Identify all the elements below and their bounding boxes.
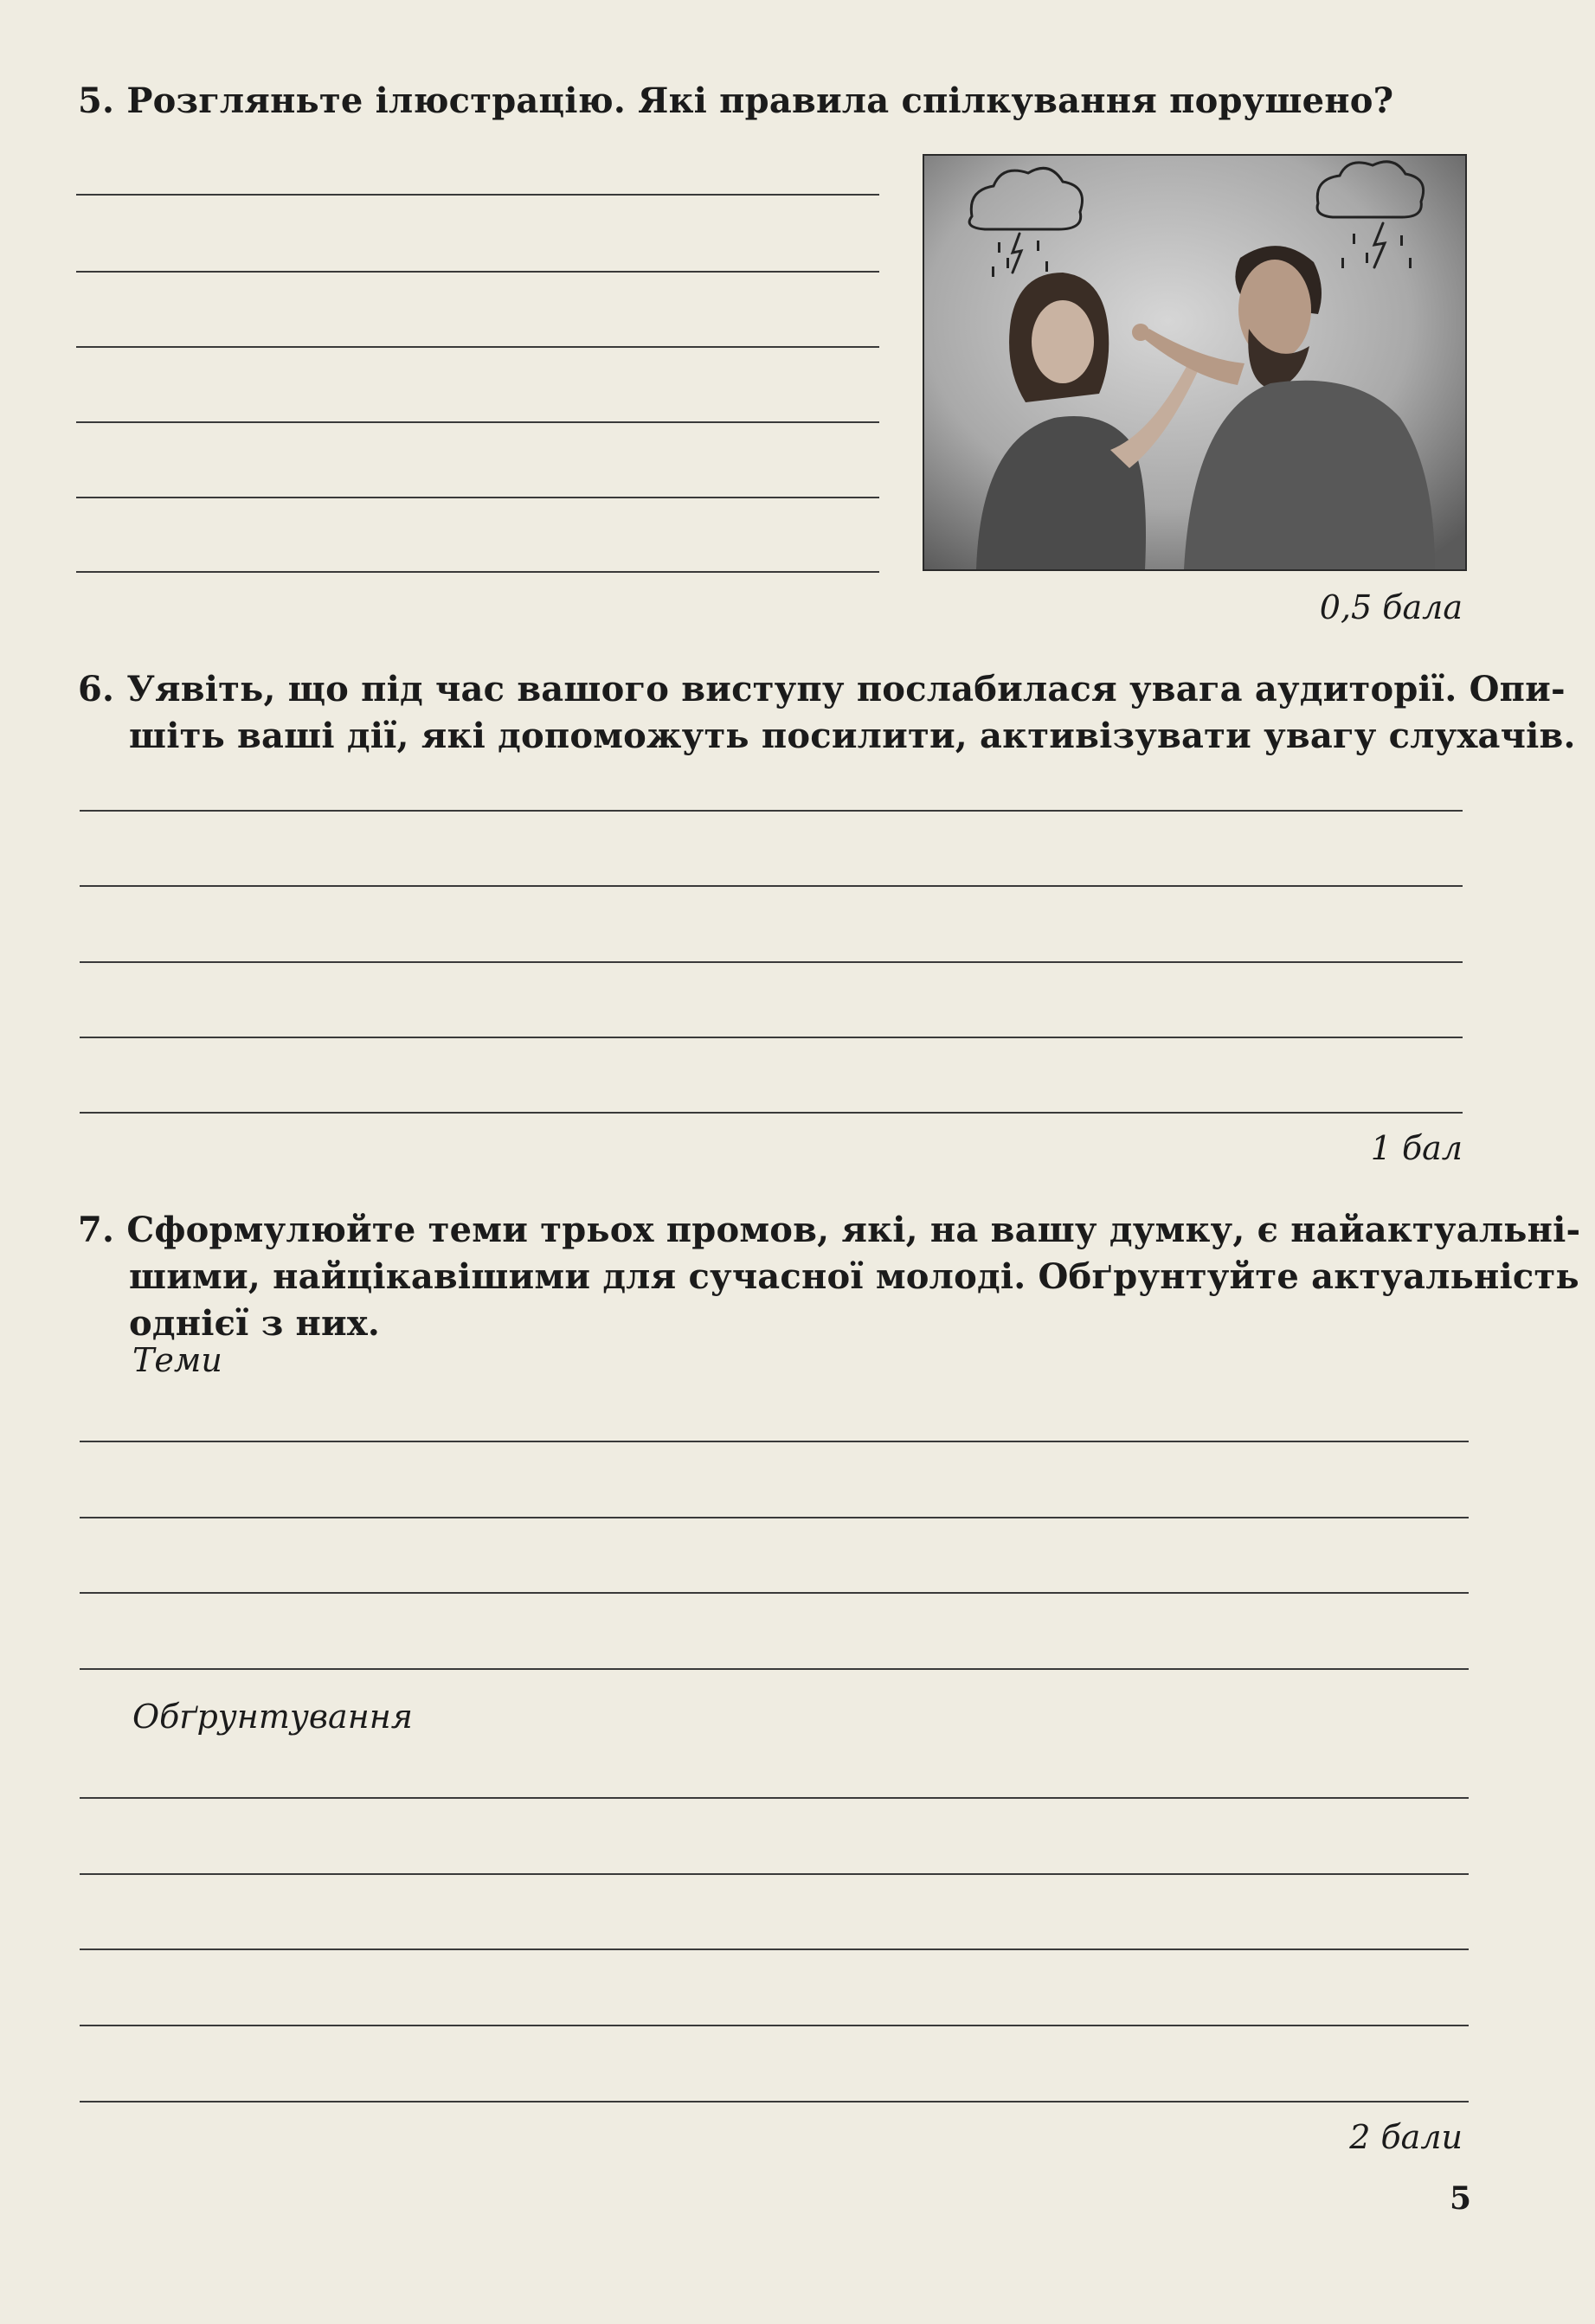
page-number: 5 [1449, 2180, 1471, 2217]
answer-line[interactable] [80, 1037, 1463, 1038]
answer-line[interactable] [80, 1441, 1469, 1442]
topics-label: Теми [132, 1341, 222, 1379]
answer-line[interactable] [80, 2101, 1469, 2103]
question-6-number: 6. [78, 669, 115, 709]
question-7 [78, 1207, 1580, 1347]
answer-line[interactable] [76, 271, 879, 273]
answer-line[interactable] [80, 961, 1463, 963]
answer-line[interactable] [80, 1112, 1463, 1114]
question-5-number: 5. [78, 80, 115, 121]
question-7-text-line1: Сформулюйте теми трьох промов, які, на вашу думку, є найактуальні- [126, 1210, 1581, 1250]
answer-line[interactable] [80, 885, 1463, 887]
answer-line[interactable] [80, 810, 1463, 812]
question-7-text-line2: шими, найцікавішими для сучасної молоді. Обґрунтуйте актуальність [129, 1256, 1579, 1297]
justification-label: Обґрунтування [132, 1698, 413, 1736]
question-6-points: 1 бал [1370, 1129, 1463, 1167]
answer-line[interactable] [80, 2025, 1469, 2026]
question-6-text-line2: шіть ваші дії, які допоможуть посилити, активізувати увагу слухачів. [129, 716, 1576, 756]
illustration-arguing-couple [923, 154, 1467, 571]
question-6 [78, 666, 1576, 760]
question-5-points: 0,5 бала [1319, 588, 1463, 626]
answer-line[interactable] [80, 1668, 1469, 1670]
answer-line[interactable] [80, 1592, 1469, 1594]
answer-line[interactable] [76, 571, 879, 573]
answer-line[interactable] [80, 1517, 1469, 1518]
question-5 [78, 78, 1393, 125]
question-7-points: 2 бали [1349, 2118, 1463, 2156]
question-7-text-line3: однієї з них. [129, 1303, 381, 1344]
question-6-text-line1: Уявіть, що під час вашого виступу послабилася увага аудиторії. Опи- [126, 669, 1566, 709]
answer-line[interactable] [76, 421, 879, 423]
question-5-text: Розгляньте ілюстрацію. Які правила спілкування порушено? [126, 80, 1394, 121]
answer-line[interactable] [80, 1948, 1469, 1950]
answer-line[interactable] [76, 194, 879, 196]
answer-line[interactable] [80, 1797, 1469, 1799]
answer-line[interactable] [76, 346, 879, 348]
question-7-number: 7. [78, 1210, 115, 1250]
answer-line[interactable] [80, 1873, 1469, 1875]
answer-line[interactable] [76, 497, 879, 498]
